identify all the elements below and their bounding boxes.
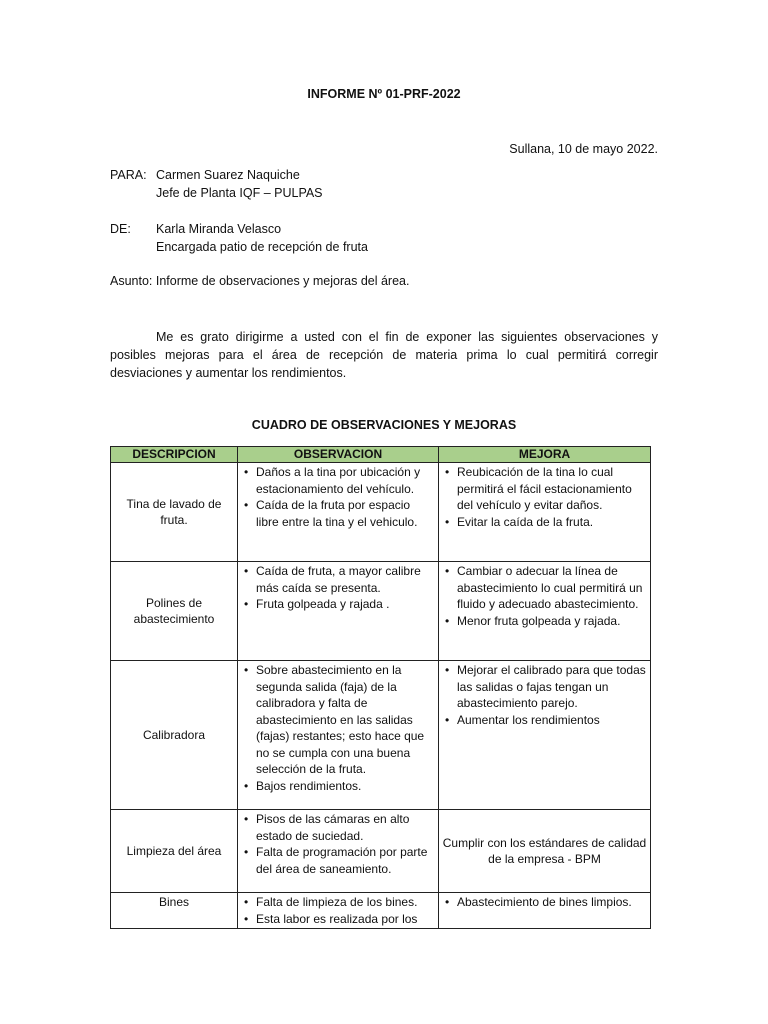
list-item: • Esta labor es realizada por los [241, 911, 435, 928]
table-header-row [111, 447, 651, 463]
recipient-name: Carmen Suarez Naquiche [156, 168, 300, 182]
list-item: • Evitar la caída de la fruta. [442, 514, 647, 531]
row-observacion [238, 463, 439, 562]
row-descripcion: Bines [111, 893, 238, 929]
row-descripcion: Calibradora [111, 661, 238, 810]
list-item: • Caída de la fruta por espacio libre entre la tina y el vehiculo. [241, 497, 435, 530]
list-item: • Falta de limpieza de los bines. [241, 894, 435, 911]
list-item: • Mejorar el calibrado para que todas las salidas o fajas tengan un abastecimiento parejo. [442, 662, 647, 712]
observations-table [110, 446, 651, 929]
list-item: • Abastecimiento de bines limpios. [442, 894, 647, 911]
sender-label: DE: [110, 222, 131, 236]
list-item: • Sobre abastecimiento en la segunda salida (faja) de la calibradora y falta de abastecimiento en las salidas (fajas) restantes; esto hace que no se cumpla con una buena selección de la fruta. [241, 662, 435, 778]
recipient-position: Jefe de Planta IQF – PULPAS [156, 186, 323, 200]
row-descripcion: Tina de lavado de fruta. [111, 463, 238, 562]
header-mejora: MEJORA [439, 447, 651, 463]
subject-line: Asunto: Informe de observaciones y mejoras del área. [110, 274, 410, 288]
list-item: • Menor fruta golpeada y rajada. [442, 613, 647, 630]
row-observacion [238, 661, 439, 810]
body-paragraph: Me es grato dirigirme a usted con el fin de exponer las siguientes observaciones y posibles mejoras para el área de recepción de materia prima lo cual permitirá corregir desviaciones y aumentar los rendimientos. [110, 330, 658, 380]
report-title: INFORME Nº 01-PRF-2022 [307, 87, 461, 101]
table-row [111, 562, 651, 661]
row-mejora [439, 661, 651, 810]
list-item: • Pisos de las cámaras en alto estado de suciedad. [241, 811, 435, 844]
list-item: • Reubicación de la tina lo cual permitirá el fácil estacionamiento del vehículo y evitar daños. [442, 464, 647, 514]
sender-name: Karla Miranda Velasco [156, 222, 282, 236]
row-observacion [238, 810, 439, 893]
list-item: • Cambiar o adecuar la línea de abastecimiento lo cual permitirá un fluido y adecuado abastecimiento. [442, 563, 647, 613]
header-descripcion: DESCRIPCION [111, 447, 238, 463]
list-item: • Caída de fruta, a mayor calibre más caída se presenta. [241, 563, 435, 596]
table-row [111, 810, 651, 893]
row-mejora [439, 893, 651, 929]
row-mejora [439, 463, 651, 562]
report-date: Sullana, 10 de mayo 2022. [509, 142, 658, 156]
row-mejora: Cumplir con los estándares de calidad de la empresa - BPM [439, 810, 651, 893]
row-mejora [439, 562, 651, 661]
list-item: • Falta de programación por parte del área de saneamiento. [241, 844, 435, 877]
list-item: • Fruta golpeada y rajada . [241, 596, 435, 613]
row-descripcion: Limpieza del área [111, 810, 238, 893]
row-observacion [238, 893, 439, 929]
list-item: • Daños a la tina por ubicación y estacionamiento del vehículo. [241, 464, 435, 497]
table-title: CUADRO DE OBSERVACIONES Y MEJORAS [251, 418, 517, 432]
row-observacion [238, 562, 439, 661]
table-row [111, 661, 651, 810]
list-item: • Bajos rendimientos. [241, 778, 435, 795]
recipient-label: PARA: [110, 168, 147, 182]
sender-position: Encargada patio de recepción de fruta [156, 240, 368, 254]
row-descripcion: Polines de abastecimiento [111, 562, 238, 661]
header-observacion: OBSERVACION [238, 447, 439, 463]
table-row [111, 893, 651, 929]
table-row [111, 463, 651, 562]
list-item: • Aumentar los rendimientos [442, 712, 647, 729]
